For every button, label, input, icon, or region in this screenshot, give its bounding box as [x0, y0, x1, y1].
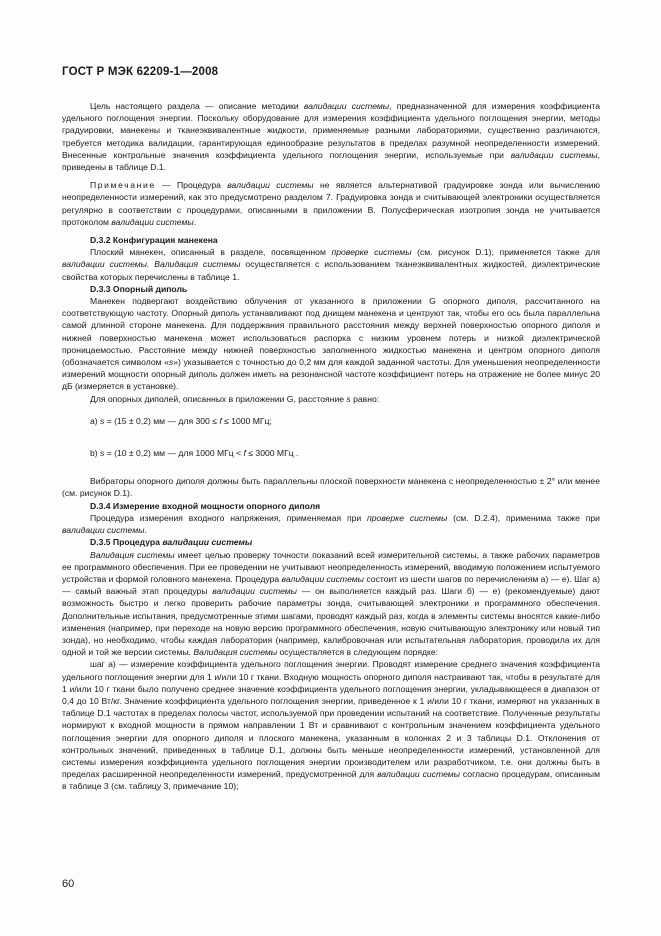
note-paragraph: Примечание — Процедура валидации системы не является альтернативой градуировке зонда или вычислению неопределенности измерений, как это предусмотрено разделом 7. Градуировка зонда и считывающей электроники осуществляется регулярно в соответствии с процедурами, описанными в приложении В. Полусферическая изотропия зонда не учитывается протоколом валидации системы. [62, 180, 600, 227]
document-header: ГОСТ Р МЭК 62209-1—2008 [62, 66, 219, 78]
paragraph-d35: Валидация системы имеет целью проверку точности показаний всей измерительной системы, а также рабочих параметров ее программного обеспечения. При ее проведении не учитывают неопределенность измерений, вводимую положением испытуемого устройства и формой головного манекена. Процедура валидации системы состоит из шести шагов по перечислениям а) — е). Шаг а) — самый важный этап процедуры валидации системы — он выполняется каждый раз. Шаги б) — е) (рекомендуемые) дают возможность быстро и легко проверить рабочие параметры зонда, считывающей электроники и программного обеспечения. Дополнительные испытания, предусмотренные этими шагами, проводят каждый раз, когда в элементы системы вносятся какие-либо изменения (например, при переходе на новую версию программного обеспечения, новую считывающую электронику или новый тип зонда), но необходимо, чтобы каждая лаборатория (например, калибровочная или испытательная лаборатория, проводила их для одной и той же версии системы. Валидация системы осуществляется в следующем порядке: [62, 549, 601, 658]
heading-d33: D.3.3 Опорный диполь [90, 283, 188, 294]
paragraph-vibrators: Вибраторы опорного диполя должны быть параллельны плоской поверхности манекена с неопределенностью ± 2° или менее (см. рисунок D.1). [62, 476, 600, 499]
heading-d32: D.3.2 Конфигурация манекена [90, 235, 218, 246]
formula-b: b) s = (10 ± 0,2) мм — для 1000 МГц < f ≤ 3000 МГц . [90, 448, 299, 459]
paragraph-step-a: шаг а) — измерение коэффициента удельного поглощения энергии. Проводят измерение среднего значения коэффициента удельного поглощения энергии для 1 и/или 10 г ткани. Входную мощность опорного диполя настраивают так, чтобы в результате для 1 и/или 10 г ткани было получено среднее значение коэффициента удельного поглощения энергии, укладывающееся в диапазон от 0,4 до 10 Вт/кг. Значение коэффициента удельного поглощения энергии, приведенное к 1 и/или 10 г ткани, измеряют на указанных в таблице D.1 частотах в пределах полосы частот, используемой при проведении испытаний на соответствие. Полученные результаты нормируют к входной мощности в прямом направлении 1 Вт и сравнивают с контрольным значением коэффициента удельного поглощения энергии для опорного диполя и плоского манекена, указанным в колонках 2 и 3 таблицы D.1. Отклонения от контрольных значений, приведенных в таблице D.1, должны быть меньше неопределенности измерений, установленной для системы измерения коэффициента удельного поглощения энергии производителем или разработчиком, т.е. они должны быть в пределах расширенной неопределенности измерений, предусмотренной для валидации системы согласно процедурам, описанным в таблице 3 (см. таблицу 3, примечание 10); [62, 659, 600, 792]
formula-a: a) s = (15 ± 0,2) мм — для 300 ≤ f ≤ 1000 МГц; [90, 415, 272, 426]
paragraph-distance: Для опорных диполей, описанных в приложении G, расстояние s равно: [90, 393, 380, 404]
paragraph-d34: Процедура измерения входного напряжения, применяемая при проверке системы (см. D.2.4), применима также при валидации системы. [62, 512, 600, 536]
paragraph-purpose: Цель настоящего раздела — описание методики валидации системы, предназначенной для измерения коэффициента удельного поглощения энергии. Поскольку оборудование для измерения коэффициента удельного поглощения энергии, методы градуировки, манекены и тканеэквивалентные жидкости, применяемые разными лабораториями, существенно различаются, требуется методика валидации, гарантирующая единообразие результатов в пределах разумной неопределенности измерений. Внесенные контрольные значения коэффициента удельного поглощения энергии, используемые при валидации системы, приведены в таблице D.1. [62, 101, 600, 173]
document-body [62, 100, 600, 793]
heading-d35: D.3.5 Процедура валидации системы [90, 537, 253, 548]
paragraph-d33: Манекен подвергают воздействию облучения от указанного в приложении G опорного диполя, рассчитанного на соответствующую частоту. Опорный диполь устанавливают под днищем манекена и центруют так, чтобы его ось была параллельна самой длинной стороне манекена. Для поддержания правильного расстояния между верхней поверхностью опорного диполя и нижней поверхностью манекена может использоваться распорка с низким уровнем потерь и низкой диэлектрической проницаемостью. Расстояние между нижней поверхностью заполненного жидкостью манекена и центром опорного диполя (обозначается символом «s») указывается с точностью до 0,2 мм для каждой заданной частоты. Для уменьшения неопределенности измерений мощности опорный диполь должен иметь на резонансной частоте коэффициент потерь на отражение не более минус 20 дБ (измеряется в установке). [62, 296, 600, 392]
paragraph-d32: Плоский манекен, описанный в разделе, посвященном проверке системы (см. рисунок D.1), применяется также для валидации системы. Валидация системы осуществляется с использованием тканеэквивалентных жидкостей, диэлектрические свойства которых перечислены в таблице 1. [62, 247, 600, 282]
heading-d34: D.3.4 Измерение входной мощности опорного диполя [90, 500, 321, 511]
page-number: 60 [62, 878, 75, 890]
